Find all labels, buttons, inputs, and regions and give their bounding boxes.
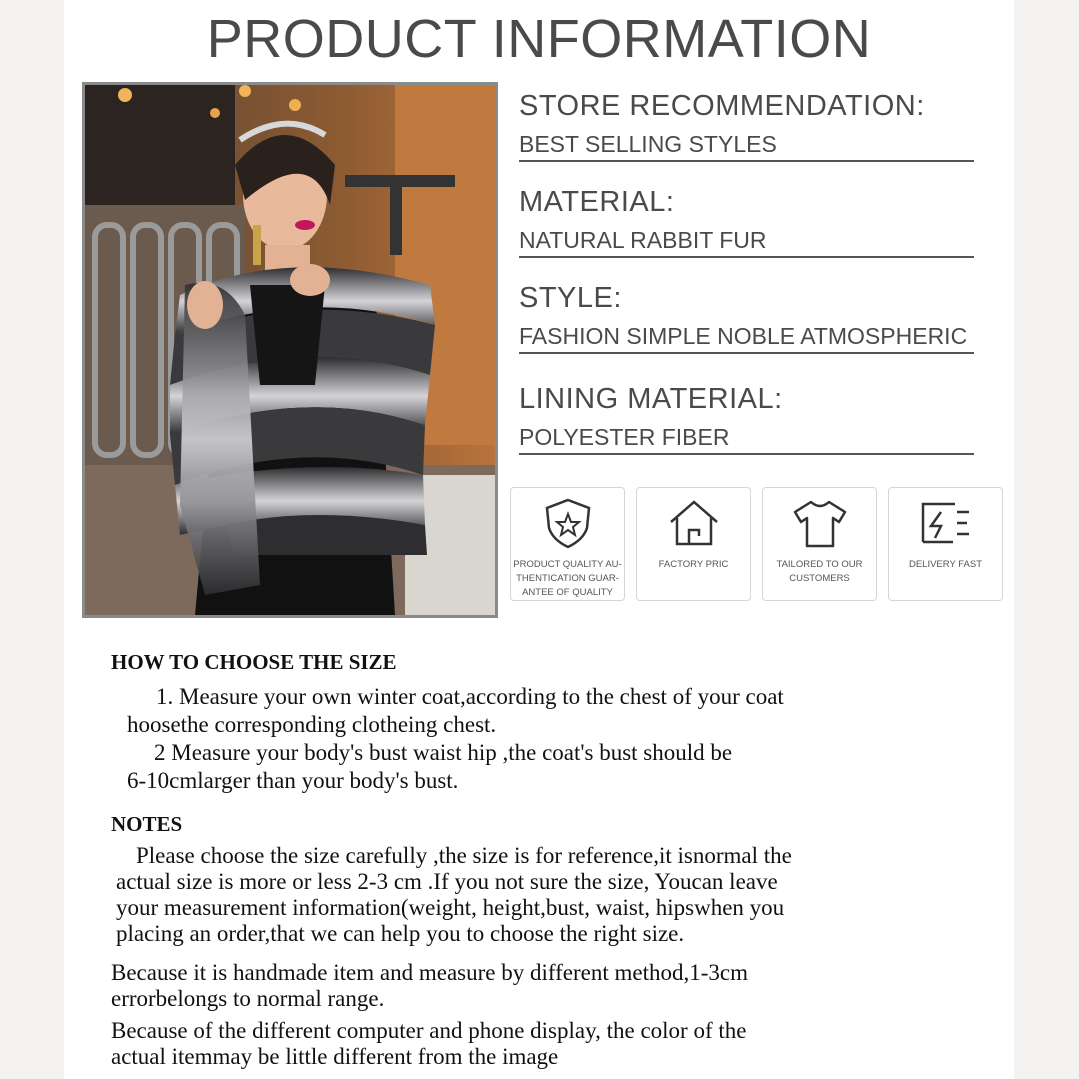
badge-text: PRODUCT QUALITY AU- THENTICATION GUAR- ANTEE OF QUALITY bbox=[513, 559, 622, 598]
badge-text: FACTORY PRIC bbox=[658, 559, 729, 570]
notes-line: your measurement information(weight, height,bust, waist, hipswhen you bbox=[116, 895, 785, 920]
spec-label: LINING MATERIAL: bbox=[519, 383, 783, 415]
badge-text: DELIVERY FAST bbox=[908, 559, 983, 570]
size-guide-line: 2 Measure your body's bust waist hip ,the coat's bust should be bbox=[154, 740, 733, 765]
badge-text: TAILORED TO OUR CUSTOMERS bbox=[776, 559, 863, 584]
spec-label: STORE RECOMMENDATION: bbox=[519, 90, 925, 122]
badge-tailored bbox=[762, 487, 877, 601]
size-guide-line: 6-10cmlarger than your body's bust. bbox=[127, 768, 459, 793]
spec-material bbox=[519, 186, 974, 258]
product-photo bbox=[82, 82, 498, 618]
lightning-battery-icon bbox=[919, 496, 973, 550]
notes-line: errorbelongs to normal range. bbox=[111, 986, 385, 1011]
badge-quality bbox=[510, 487, 625, 601]
spec-lining-material bbox=[519, 383, 974, 455]
notes-heading: NOTES bbox=[111, 812, 183, 836]
tshirt-icon bbox=[793, 496, 847, 550]
spec-value: NATURAL RABBIT FUR bbox=[519, 227, 974, 258]
page-title: PRODUCT INFORMATION bbox=[206, 9, 872, 69]
house-icon bbox=[667, 496, 721, 550]
notes-line: actual size is more or less 2-3 cm .If you not sure the size, Youcan leave bbox=[116, 869, 778, 894]
notes-line: Because it is handmade item and measure by different method,1-3cm bbox=[111, 960, 748, 985]
spec-style bbox=[519, 282, 974, 354]
size-guide-line: 1. Measure your own winter coat,according to the chest of your coat bbox=[156, 684, 784, 709]
size-guide-heading: HOW TO CHOOSE THE SIZE bbox=[111, 650, 397, 674]
size-guide-line: hoosethe corresponding clotheing chest. bbox=[127, 712, 497, 737]
model-wearing-fur-coat-image bbox=[85, 85, 495, 615]
notes-line: placing an order,that we can help you to choose the right size. bbox=[116, 921, 685, 946]
notes-line: Please choose the size carefully ,the size is for reference,it isnormal the bbox=[136, 843, 792, 868]
spec-label: STYLE: bbox=[519, 282, 622, 314]
spec-value: FASHION SIMPLE NOBLE ATMOSPHERIC bbox=[519, 323, 974, 354]
badge-delivery bbox=[888, 487, 1003, 601]
product-info-page bbox=[64, 0, 1014, 1079]
spec-label: MATERIAL: bbox=[519, 186, 675, 218]
shield-star-icon bbox=[541, 496, 595, 550]
notes-line: actual itemmay be little different from the image bbox=[111, 1044, 559, 1069]
spec-value: POLYESTER FIBER bbox=[519, 424, 974, 455]
notes-line: Because of the different computer and phone display, the color of the bbox=[111, 1018, 747, 1043]
badge-factory-price bbox=[636, 487, 751, 601]
spec-value: BEST SELLING STYLES bbox=[519, 131, 974, 162]
spec-store-recommendation bbox=[519, 90, 974, 162]
